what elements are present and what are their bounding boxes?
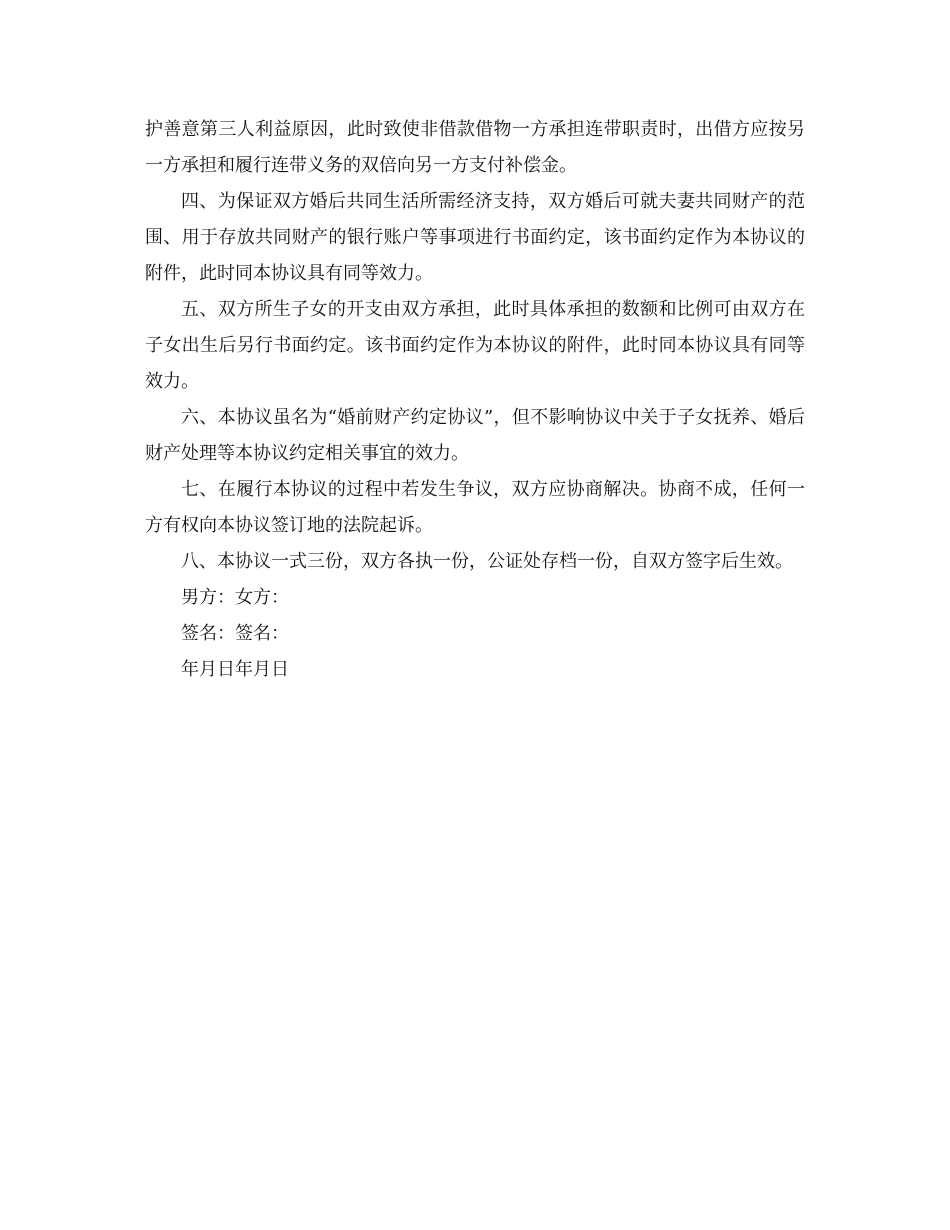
signature-sign-line: 签名：签名：	[181, 623, 289, 644]
signature-parties-line: 男方：女方：	[181, 587, 289, 608]
paragraph-clause-4: 四、为保证双方婚后共同生活所需经济支持，双方婚后可就夫妻共同财产的范围、用于存放共同财产的银行账户等事项进行书面约定，该书面约定作为本协议的附件，此时同本协议具有同等效力。	[145, 191, 805, 284]
signature-date-line: 年月日年月日	[181, 659, 289, 680]
paragraph-clause-8: 八、本协议一式三份，双方各执一份，公证处存档一份，自双方签字后生效。	[181, 551, 793, 572]
paragraph-clause-6: 六、本协议虽名为“婚前财产约定协议”，但不影响协议中关于子女抚养、婚后财产处理等本协议约定相关事宜的效力。	[145, 407, 805, 464]
paragraph-clause-5: 五、双方所生子女的开支由双方承担，此时具体承担的数额和比例可由双方在子女出生后另行书面约定。该书面约定作为本协议的附件，此时同本协议具有同等效力。	[145, 299, 805, 392]
paragraph-continuation: 护善意第三人利益原因，此时致使非借款借物一方承担连带职责时，出借方应按另一方承担和履行连带义务的双倍向另一方支付补偿金。	[145, 119, 805, 176]
paragraph-clause-7: 七、在履行本协议的过程中若发生争议，双方应协商解决。协商不成，任何一方有权向本协议签订地的法院起诉。	[145, 479, 805, 536]
